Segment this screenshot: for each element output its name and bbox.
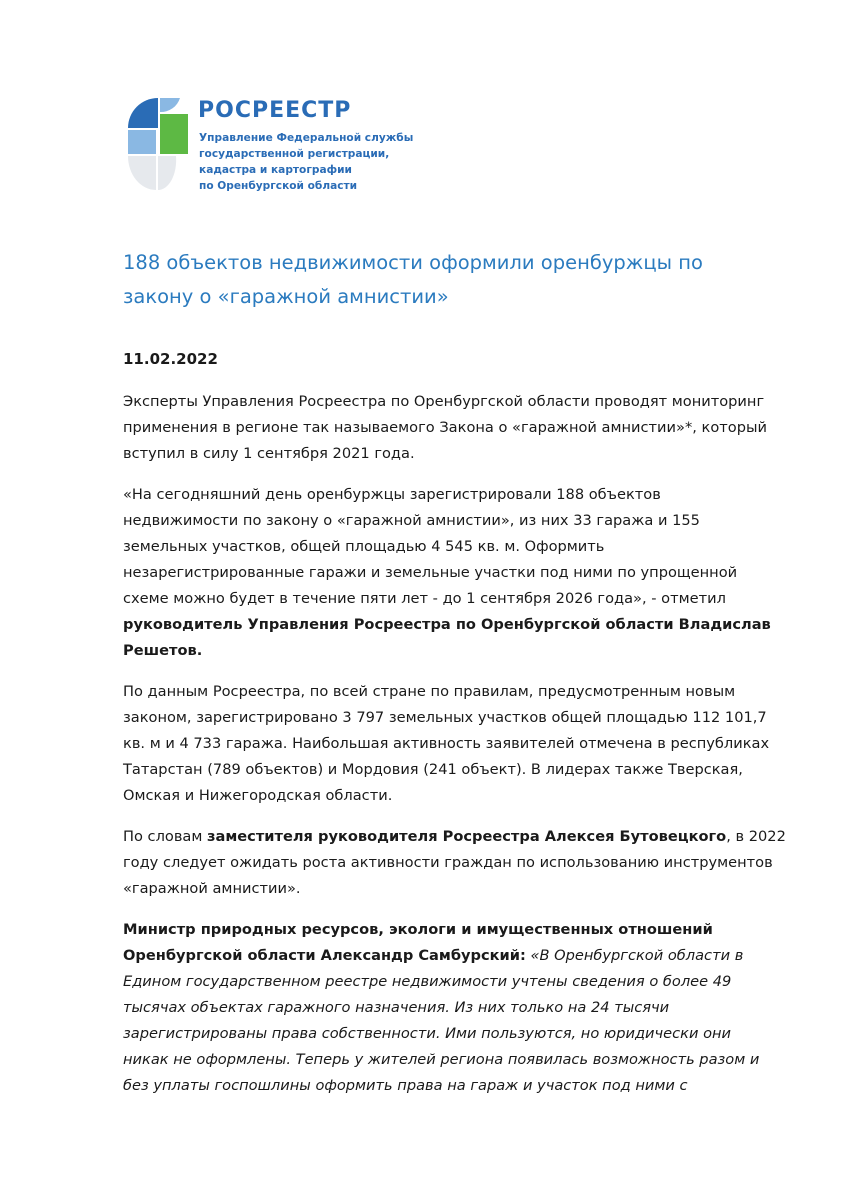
text-line: земельных участков, общей площадью 4 545 кв. м. Оформить [123,538,605,555]
text-line: кв. м и 4 733 гаража. Наибольшая активность заявителей отмечена в республиках [123,735,770,752]
text-line: году следует ожидать роста активности граждан по использованию инструментов [123,854,773,871]
text-line-bold: Министр природных ресурсов, экологи и имущественных отношений [123,921,713,938]
brand-subtitle [199,130,413,194]
text-line-bold: руководитель Управления Росреестра по Оренбургской области Владислав [123,616,771,633]
text-line: применения в регионе так называемого Закона о «гаражной амнистии»*, который [123,419,767,436]
paragraph-deputy [123,824,786,902]
brand-subtitle-line: Управление Федеральной службы [199,132,414,144]
text-line: Эксперты Управления Росреестра по Оренбургской области проводят мониторинг [123,393,765,410]
title-line: закону о «гаражной амнистии» [123,285,449,308]
brand-name: РОСРЕЕСТР [198,98,352,123]
brand-subtitle-line: по Оренбургской области [199,180,358,192]
text-run: По словам [123,828,208,845]
text-line-italic: Едином государственном реестре недвижимости учтены сведения о более 49 [123,973,732,990]
paragraph-quote [123,482,773,664]
brand-subtitle-line: кадастра и картографии [199,164,352,176]
text-line: вступил в силу 1 сентября 2021 года. [123,445,415,462]
text-line: «гаражной амнистии». [123,880,301,897]
text-run-bold: заместителя руководителя Росреестра Алексея Бутовецкого [207,828,727,845]
text-line: схеме можно будет в течение пяти лет - до 1 сентября 2026 года», - отметил [123,590,726,607]
rosreestr-logo-icon [124,94,192,194]
text-line: недвижимости по закону о «гаражной амнистии», из них 33 гаража и 155 [123,512,700,529]
text-line-bold: Решетов. [123,642,203,659]
text-line [123,943,773,969]
text-line [123,824,786,850]
text-line: Омская и Нижегородская области. [123,787,393,804]
text-line: Татарстан (789 объектов) и Мордовия (241 объект). В лидерах также Тверская, [123,761,743,778]
article-date: 11.02.2022 [123,350,218,368]
text-run-bold: Оренбургской области Александр Самбурский: [123,947,526,964]
text-line: законом, зарегистрировано 3 797 земельных участков общей площадью 112 101,7 [123,709,767,726]
text-line: «На сегодняшний день оренбуржцы зарегистрировали 188 объектов [123,486,661,503]
text-run-italic: «В Оренбургской области в [525,947,744,964]
article-title [123,246,763,314]
title-line: 188 объектов недвижимости оформили оренбуржцы по [123,251,703,274]
text-line: незарегистрированные гаражи и земельные участки под ними по упрощенной [123,564,738,581]
text-line-italic: зарегистрированы права собственности. Ими пользуются, но юридически они [123,1025,732,1042]
text-line-italic: никак не оформлены. Теперь у жителей региона появилась возможность разом и [123,1051,760,1068]
text-line-italic: без уплаты госпошлины оформить права на гараж и участок под ними с [123,1077,688,1094]
paragraph-intro [123,389,773,467]
text-line: По данным Росреестра, по всей стране по правилам, предусмотренным новым [123,683,736,700]
text-line-italic: тысячах объектах гаражного назначения. Из них только на 24 тысячи [123,999,670,1016]
paragraph-minister [123,917,773,1099]
brand-subtitle-line: государственной регистрации, [199,148,390,160]
text-run: , в 2022 [726,828,786,845]
paragraph-statistics [123,679,773,809]
